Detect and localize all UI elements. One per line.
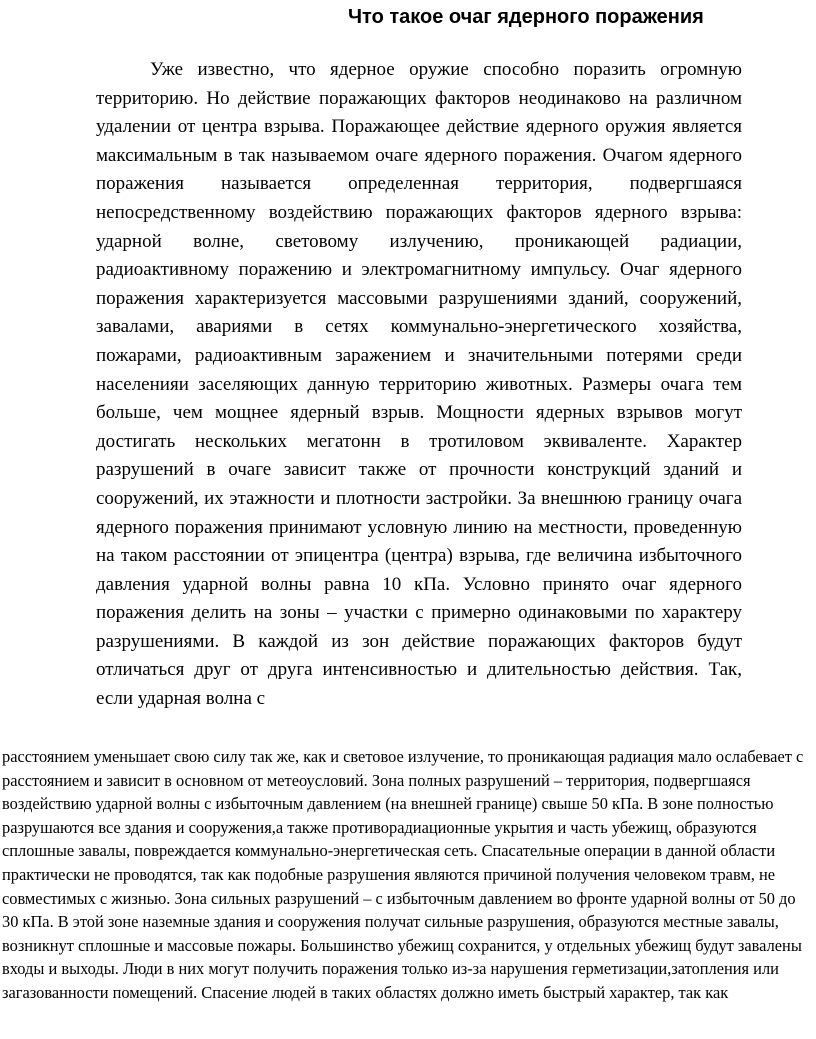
body-paragraph-continued: расстоянием уменьшает свою силу так же, как и световое излучение, то проникающая радиация мало ослабевает с расстоянием и зависит в основном от метеоусловий. Зона полных разрушений – территория, подвергшаяся воздействию ударной волны с избыточным давлением (на внешней границе) свыше 50 кПа. В зоне полностью разрушаются все здания и сооружения,а также противорадиационные укрытия и часть убежищ, образуются сплошные завалы, повреждается коммунально-энергетическая сеть. Спасательные операции в данной области практически не проводятся, так как подобные разрушения являются причиной получения человеком травм, не совместимых с жизнью. Зона сильных разрушений – с избыточным давлением во фронте ударной волны от 50 до 30 кПа. В этой зоне наземные здания и сооружения получат сильные разрушения, образуются местные завалы, возникнут сплошные и массовые пожары. Большинство убежищ сохранится, у отдельных убежищ будут завалены входы и выходы. Люди в них могут получить поражения только из-за нарушения герметизации,затопления или загазованности помещений. Спасение людей в таких областях должно иметь быстрый характер, так как [2,747,804,1002]
page-title: Что такое очаг ядерного поражения [348,6,704,28]
body-paragraph-main: Уже известно, что ядерное оружие способно поразить огромную территорию. Но действие поражающих факторов неодинаково на различном удалении от центра взрыва. Поражающее действие ядерного оружия является максимальным в так называемом очаге ядерного поражения. Очагом ядерного поражения называется определенная территория, подвергшаяся непосредственному воздействию поражающих факторов ядерного взрыва: ударной волне, световому излучению, проникающей радиации, радиоактивному поражению и электромагнитному импульсу. Очаг ядерного поражения характеризуется массовыми разрушениями зданий, сооружений, завалами, авариями в сетях коммунально-энергетического хозяйства, пожарами, радиоактивным заражением и значительными потерями среди населенияи заселяющих данную территорию животных. Размеры очага тем больше, чем мощнее ядерный взрыв. Мощности ядерных взрывов могут достигать нескольких мегатонн в тротиловом эквиваленте. Характер разрушений в очаге зависит также от прочности конструкций зданий и сооружений, их этажности и плотности застройки. За внешнюю границу очага ядерного поражения принимают условную линию на местности, проведенную на таком расстоянии от эпицентра (центра) взрыва, где величина избыточного давления ударной волны равна 10 кПа. Условно принято очаг ядерного поражения делить на зоны – участки с примерно одинаковыми по характеру разрушениями. В каждой из зон действие поражающих факторов будут отличаться друг от друга интенсивностью и длительностью действия. Так, если ударная волна с [96,59,742,710]
